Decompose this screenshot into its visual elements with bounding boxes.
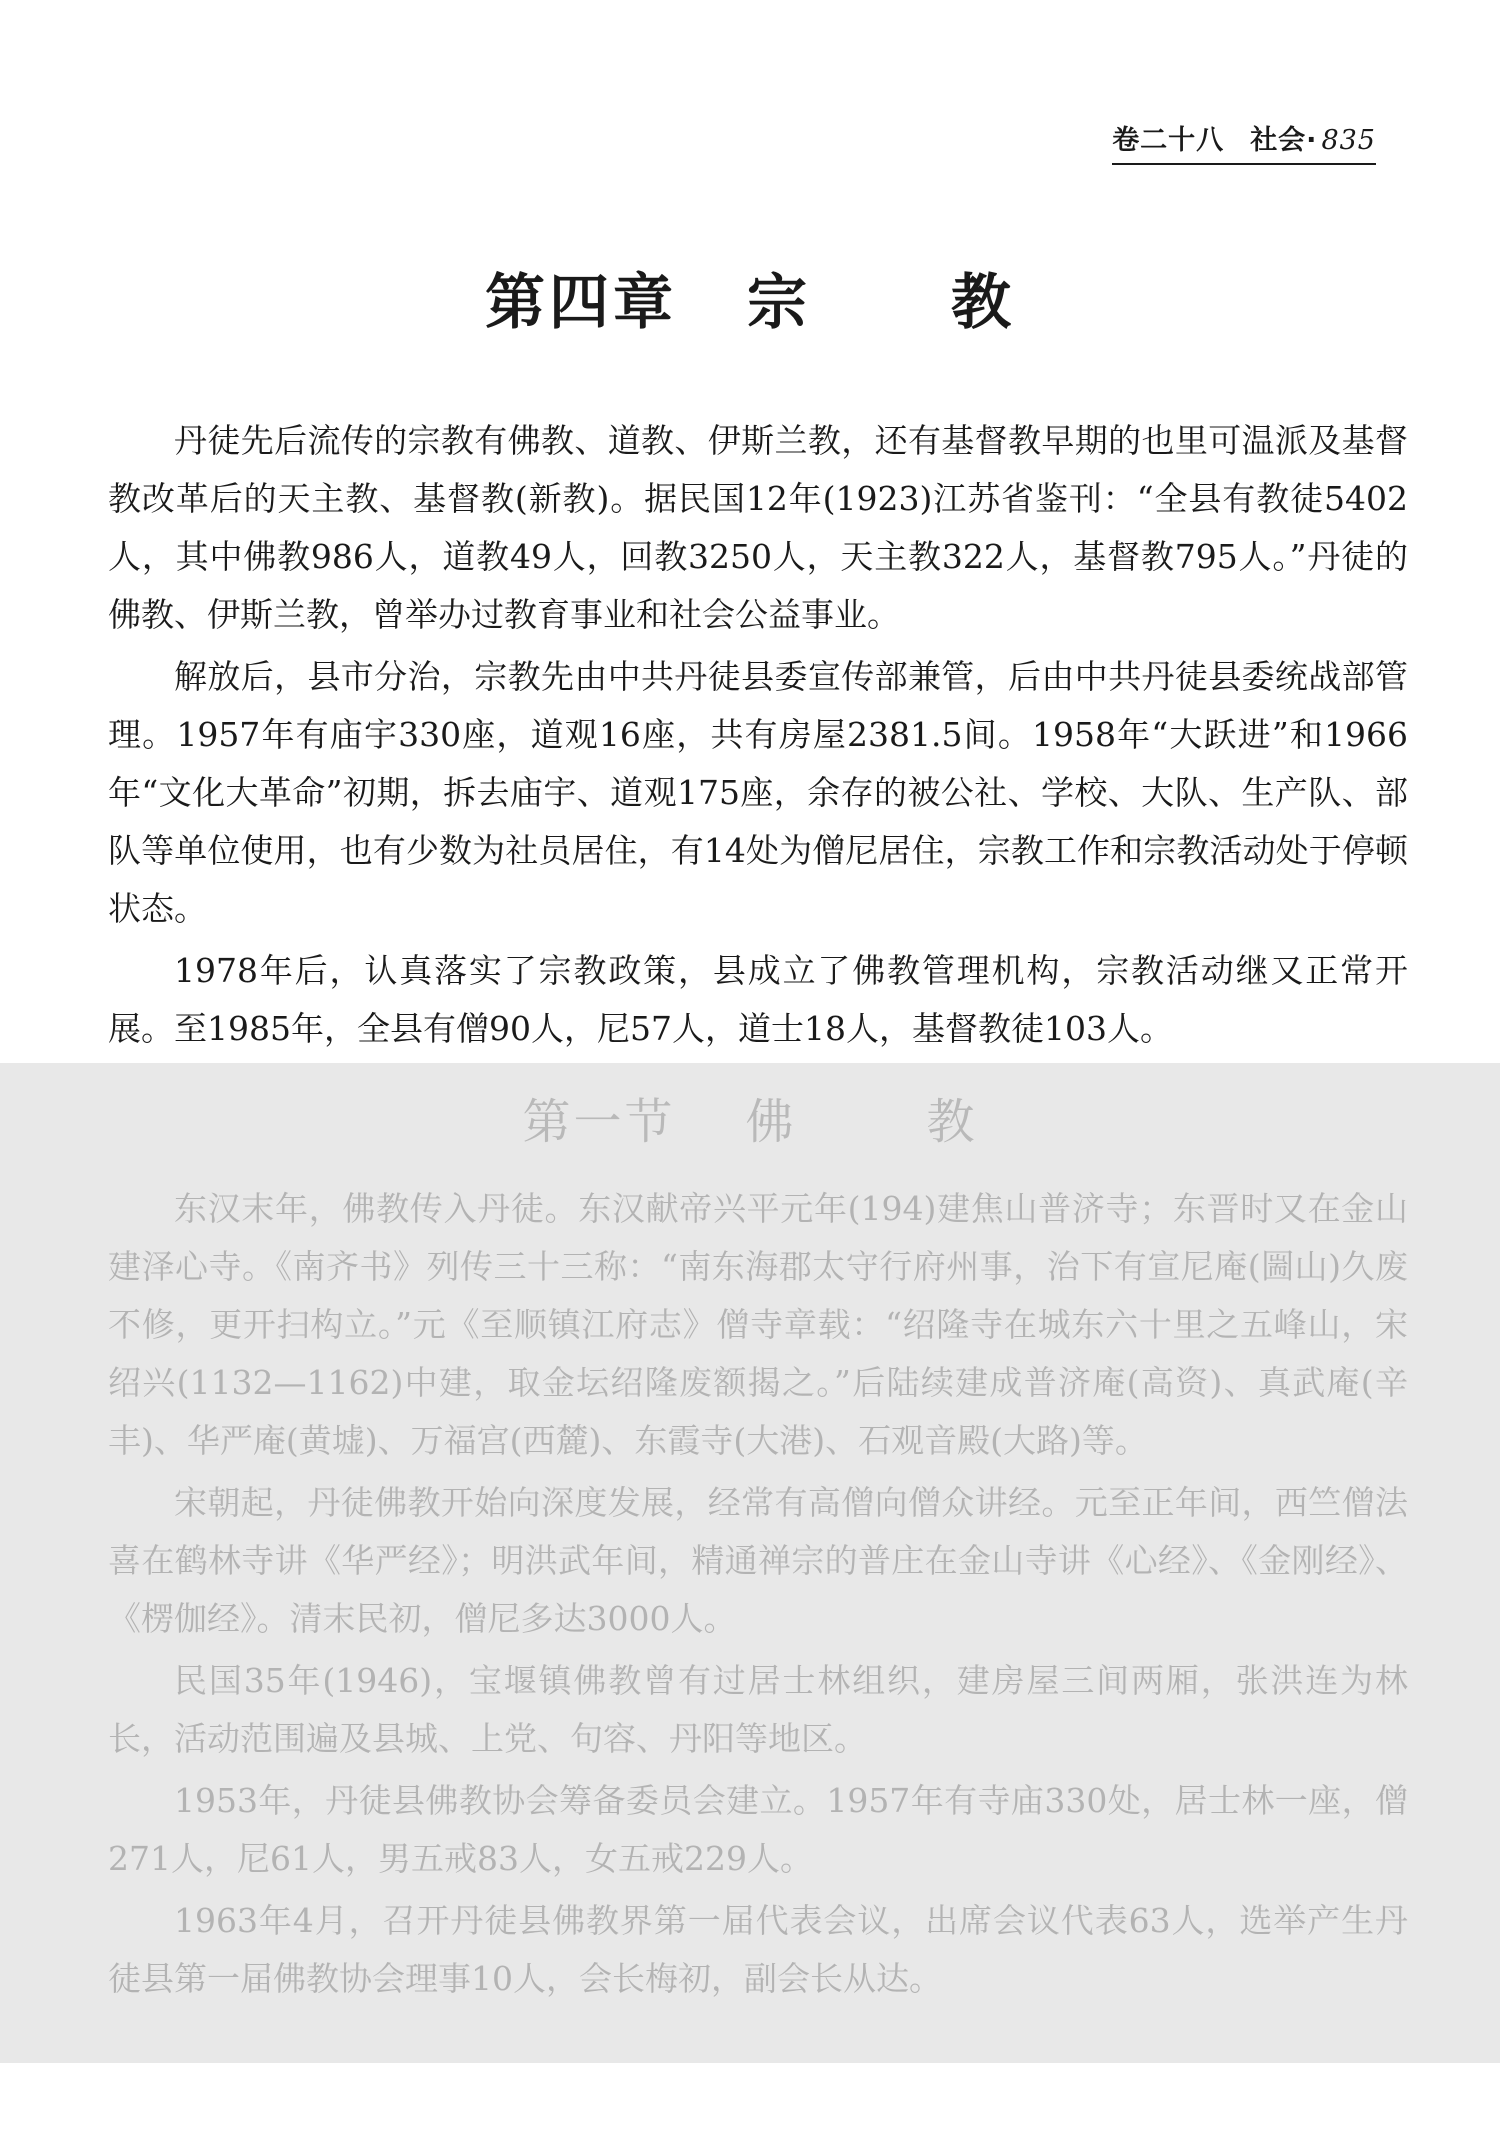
section-paragraph: 东汉末年，佛教传入丹徒。东汉献帝兴平元年(194)建焦山普济寺；东晋时又在金山建泽心寺。《南齐书》列传三十三称：“南东海郡太守行府州事，治下有宣尼庵(圌山)久废不修，更开扫构立。”元《至顺镇江府志》僧寺章载：“绍隆寺在城东六十里之五峰山，宋绍兴(1132—1162)中建，取金坛绍隆废额揭之。”后陆续建成普济庵(高资)、真武庵(辛丰)、华严庵(黄墟)、万福宫(西麓)、东霞寺(大港)、石观音殿(大路)等。 (108, 1189, 1408, 1460)
page-number: 835 (1321, 125, 1376, 156)
chapter-number: 第四章 (485, 268, 677, 338)
section-paragraph: 宋朝起，丹徒佛教开始向深度发展，经常有高僧向僧众讲经。元至正年间，西竺僧法喜在鹤林寺讲《华严经》；明洪武年间，精通禅宗的普庄在金山寺讲《心经》、《金刚经》、《楞伽经》。清末民初，僧尼多达3000人。 (108, 1483, 1408, 1638)
chapter-intro (108, 412, 1408, 1062)
chapter-title-char-2: 教 (951, 268, 1015, 338)
section-title-char-1: 佛 (745, 1094, 797, 1150)
section-paragraph: 民国35年(1946)，宝堰镇佛教曾有过居士林组织，建房屋三间两厢，张洪连为林长，活动范围遍及县城、上党、句容、丹阳等地区。 (108, 1661, 1408, 1758)
section-paragraph: 1963年4月，召开丹徒县佛教界第一届代表会议，出席会议代表63人，选举产生丹徒县第一届佛教协会理事10人，会长梅初，副会长从达。 (108, 1901, 1408, 1998)
section-body (108, 1180, 1408, 2012)
section-number: 第一节 (522, 1094, 676, 1150)
section-title-char-2: 教 (926, 1094, 978, 1150)
chapter-title (0, 255, 1500, 341)
volume-label: 卷二十八 (1112, 125, 1225, 156)
section-title (0, 1083, 1500, 1152)
running-head (1112, 118, 1376, 165)
intro-paragraph: 1978年后，认真落实了宗教政策，县成立了佛教管理机构，宗教活动继又正常开展。至1985年，全县有僧90人，尼57人，道士18人，基督教徒103人。 (108, 951, 1408, 1048)
intro-paragraph: 解放后，县市分治，宗教先由中共丹徒县委宣传部兼管，后由中共丹徒县委统战部管理。1957年有庙宇330座，道观16座，共有房屋2381.5间。1958年“大跃进”和1966年“文化大革命”初期，拆去庙宇、道观175座，余存的被公社、学校、大队、生产队、部队等单位使用，也有少数为社员居住，有14处为僧尼居住，宗教工作和宗教活动处于停顿状态。 (108, 657, 1408, 928)
intro-paragraph: 丹徒先后流传的宗教有佛教、道教、伊斯兰教，还有基督教早期的也里可温派及基督教改革后的天主教、基督教(新教)。据民国12年(1923)江苏省鉴刊：“全县有教徒5402人，其中佛教986人，道教49人，回教3250人，天主教322人，基督教795人。”丹徒的佛教、伊斯兰教，曾举办过教育事业和社会公益事业。 (108, 421, 1408, 634)
section-paragraph: 1953年，丹徒县佛教协会筹备委员会建立。1957年有寺庙330处，居士林一座，僧271人，尼61人，男五戒83人，女五戒229人。 (108, 1781, 1408, 1878)
chapter-title-char-1: 宗 (747, 268, 811, 338)
section-label: 社会· (1250, 125, 1318, 156)
